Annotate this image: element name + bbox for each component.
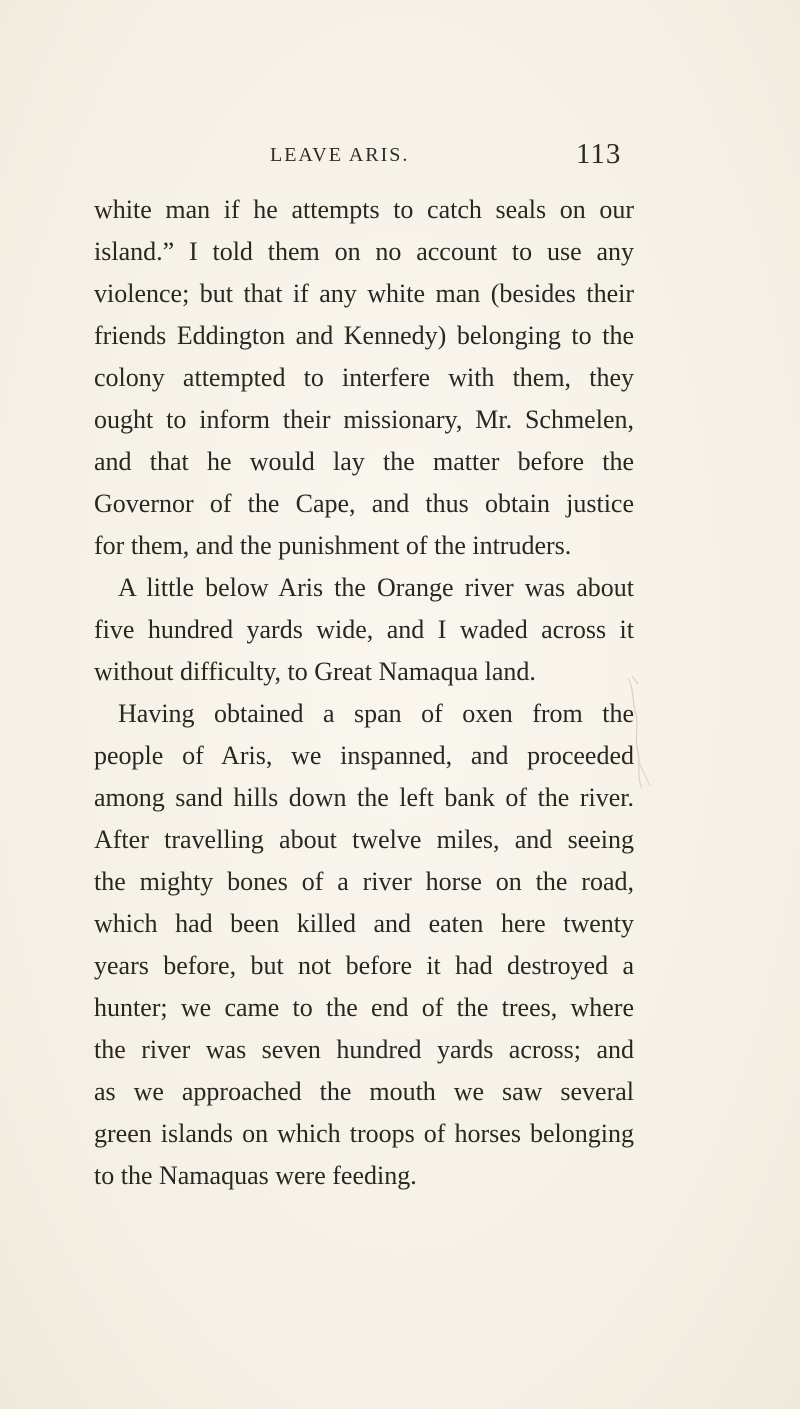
text-line: among sand hills down the left bank of the river. xyxy=(94,783,634,812)
running-title: LEAVE ARIS. xyxy=(270,144,410,166)
text-line: for them, and the punishment of the intruders. xyxy=(94,531,572,560)
text-line: to the Namaquas were feeding. xyxy=(94,1161,417,1190)
text-line: people of Aris, we inspanned, and proceeded xyxy=(94,741,634,770)
text-line: colony attempted to interfere with them, they xyxy=(94,363,634,392)
text-line: hunter; we came to the end of the trees, where xyxy=(94,993,634,1022)
text-line: without difficulty, to Great Namaqua land. xyxy=(94,657,536,686)
text-line: island.” I told them on no account to use any xyxy=(94,237,634,266)
text-line: ought to inform their missionary, Mr. Schmelen, xyxy=(94,405,634,434)
text-line: white man if he attempts to catch seals on our xyxy=(94,195,634,224)
text-line: green islands on which troops of horses belonging xyxy=(94,1119,634,1148)
text-line: violence; but that if any white man (besides their xyxy=(94,279,634,308)
running-head xyxy=(0,140,800,174)
text-line: five hundred yards wide, and I waded across it xyxy=(94,615,634,644)
text-line: years before, but not before it had destroyed a xyxy=(94,951,634,980)
text-line: as we approached the mouth we saw several xyxy=(94,1077,634,1106)
page-crease-mark xyxy=(624,674,654,794)
text-line: the river was seven hundred yards across; and xyxy=(94,1035,634,1064)
body-text xyxy=(94,189,634,1197)
text-line: Having obtained a span of oxen from the xyxy=(118,699,634,728)
text-line: and that he would lay the matter before the xyxy=(94,447,634,476)
text-line: friends Eddington and Kennedy) belonging to the xyxy=(94,321,634,350)
text-line: A little below Aris the Orange river was about xyxy=(118,573,634,602)
text-line: After travelling about twelve miles, and seeing xyxy=(94,825,634,854)
text-line: Governor of the Cape, and thus obtain justice xyxy=(94,489,634,518)
text-line: which had been killed and eaten here twenty xyxy=(94,909,634,938)
text-line: the mighty bones of a river horse on the road, xyxy=(94,867,634,896)
page-number: 113 xyxy=(576,138,622,170)
